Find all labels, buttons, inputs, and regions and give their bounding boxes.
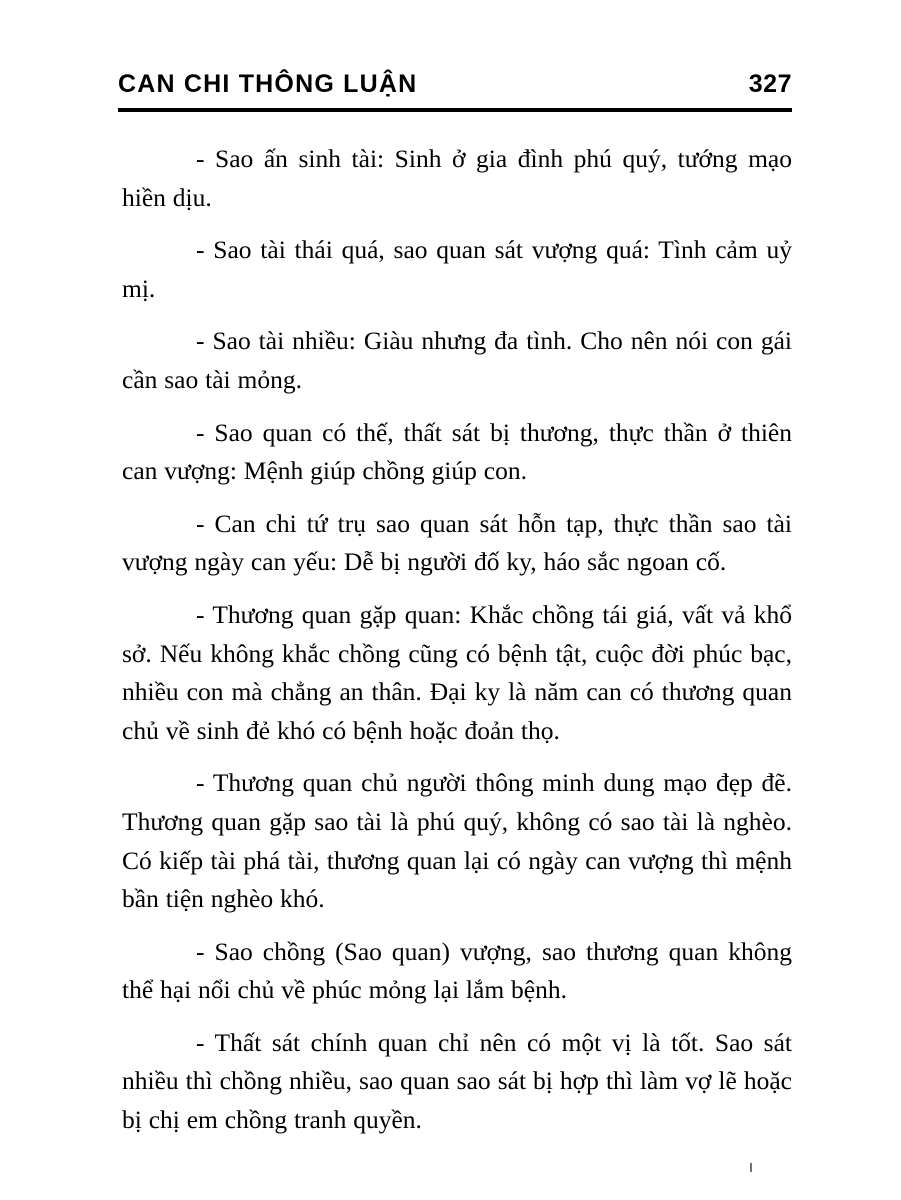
paragraph: - Sao ấn sinh tài: Sinh ở gia đình phú quý, tướng mạo hiền dịu. — [122, 144, 792, 212]
page-number: 327 — [748, 70, 792, 98]
body-text — [122, 140, 792, 1140]
paragraph: - Thương quan chủ người thông minh dung mạo đẹp đẽ. Thương quan gặp sao tài là phú quý, không có sao tài là nghèo. Có kiếp tài phá tài, thương quan lại có ngày can vượng thì mệnh bần tiện nghèo khó. — [122, 768, 792, 914]
paragraph: - Sao quan có thế, thất sát bị thương, thực thần ở thiên can vượng: Mệnh giúp chồng giúp con. — [122, 417, 792, 486]
paragraph: - Thất sát chính quan chỉ nên có một vị là tốt. Sao sát nhiều thì chồng nhiều, sao quan sao sát bị hợp thì làm vợ lẽ hoặc bị chị em chồng tranh quyền. — [122, 1027, 792, 1135]
header-rule — [118, 108, 792, 112]
running-head — [118, 72, 792, 97]
paragraph: - Can chi tứ trụ sao quan sát hỗn tạp, thực thần sao tài vượng ngày can yếu: Dễ bị người đố ky, háo sắc ngoan cố. — [122, 508, 792, 577]
running-head-title: CAN CHI THÔNG LUẬN — [118, 70, 418, 98]
paragraph: - Sao tài nhiều: Giàu nhưng đa tình. Cho nên nói con gái cần sao tài mỏng. — [122, 326, 792, 394]
paragraph: - Thương quan gặp quan: Khắc chồng tái giá, vất vả khổ sở. Nếu không khắc chồng cũng có bệnh tật, cuộc đời phúc bạc, nhiều con mà chẳng an thân. Đại ky là năm can có thương quan chủ về sinh đẻ khó có bệnh hoặc đoản thọ. — [122, 599, 792, 745]
scan-artifact — [750, 1163, 752, 1172]
paragraph: - Sao chồng (Sao quan) vượng, sao thương quan không thể hại nổi chủ về phúc mỏng lại lắm bệnh. — [122, 936, 792, 1005]
paragraph: - Sao tài thái quá, sao quan sát vượng quá: Tình cảm uỷ mị. — [122, 235, 792, 303]
